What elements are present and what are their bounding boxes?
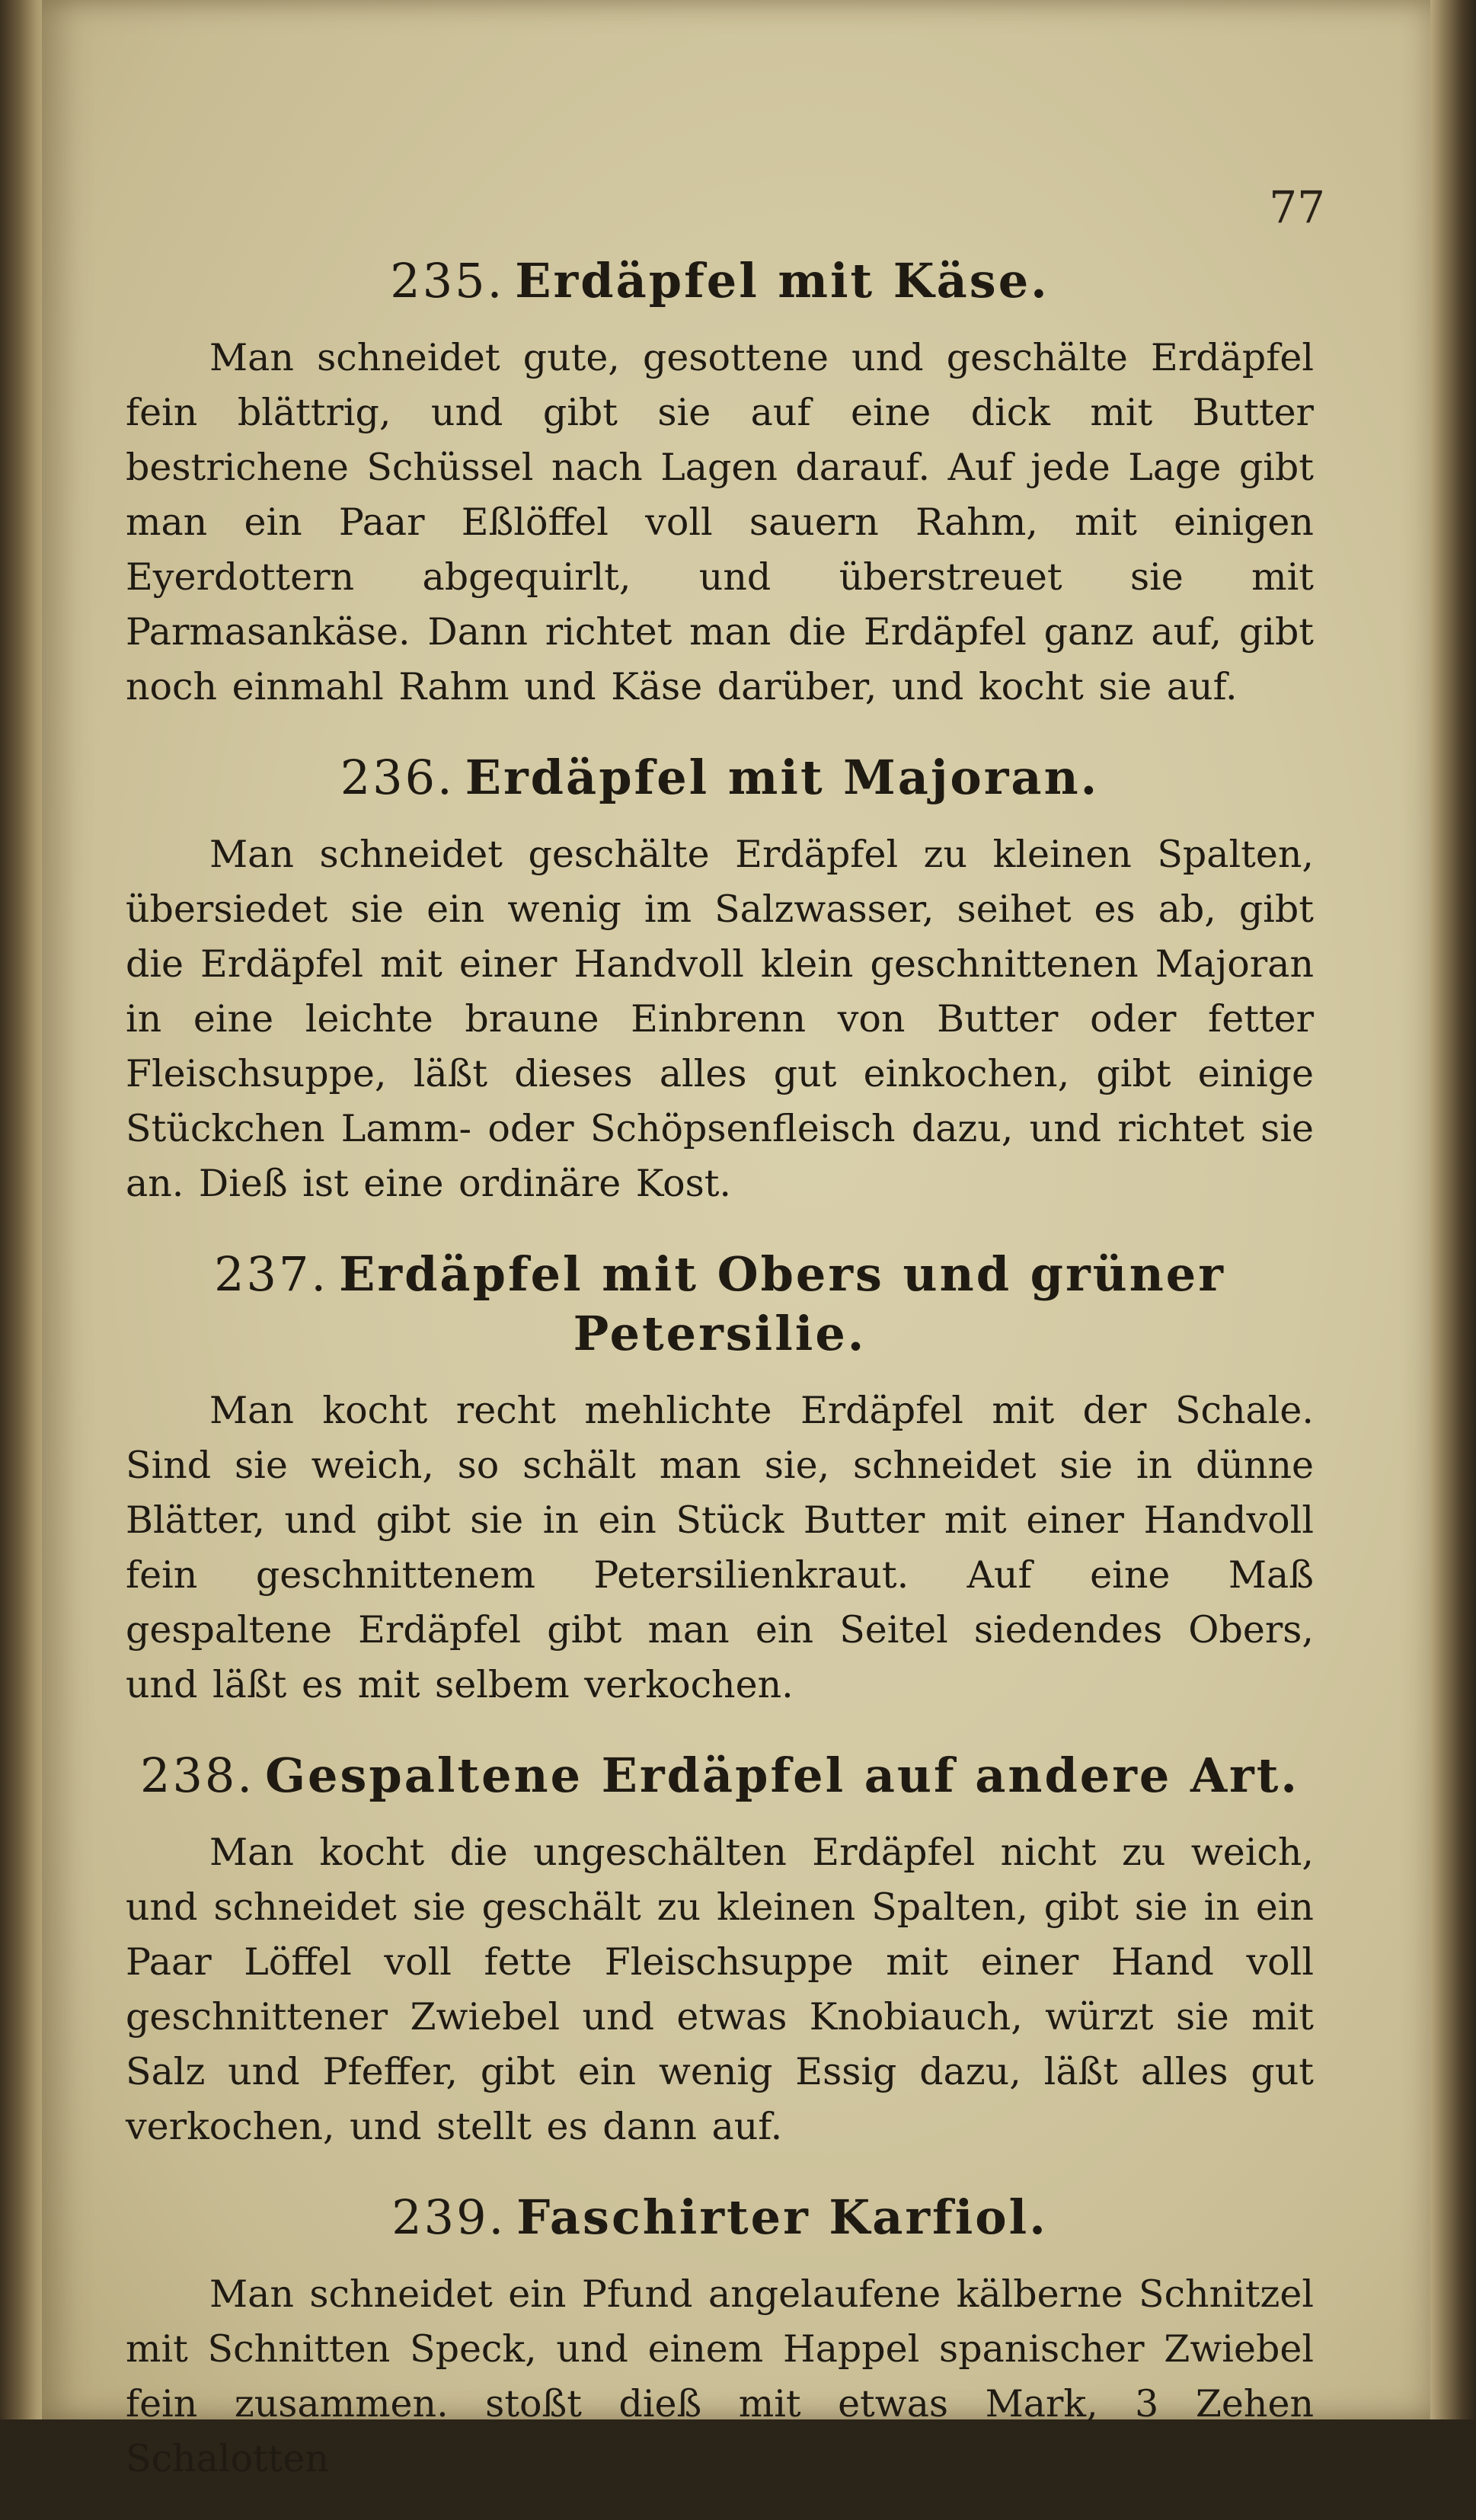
recipe-238 bbox=[126, 1746, 1314, 2154]
recipe-text: Man schneidet gute, gesottene und geschälte Erdäpfel fein blättrig, und gibt sie auf eine dick mit Butter bestrichene Schüssel nach Lagen darauf. Auf jede Lage gibt man ein Paar Eßlöffel voll sauern Rahm, mit einigen Eyerdottern abgequirlt, und überstreuet sie mit Parmasankäse. Dann richtet man die Erdäpfel ganz auf, gibt noch einmahl Rahm und Käse darüber, und kocht sie auf. bbox=[126, 336, 1314, 708]
recipe-text: Man kocht die ungeschälten Erdäpfel nicht zu weich, und schneidet sie geschält zu kleinen Spalten, gibt sie in ein Paar Löffel voll fette Fleischsuppe mit einer Hand voll geschnittener Zwiebel und etwas Knobiauch, würzt sie mit Salz und Pfeffer, gibt ein wenig Essig dazu, läßt alles gut verkochen, und stellt es dann auf. bbox=[126, 1831, 1314, 2148]
recipe-number: 236. bbox=[340, 750, 455, 805]
recipe-title-text: Erdäpfel mit Käse. bbox=[515, 253, 1049, 309]
recipe-235 bbox=[126, 251, 1314, 715]
recipe-number: 237. bbox=[214, 1246, 329, 1302]
recipe-237 bbox=[126, 1245, 1314, 1713]
recipe-text: Man schneidet ein Pfund angelaufene kälberne Schnitzel mit Schnitten Speck, und einem Happel spanischer Zwiebel fein zusammen. stoßt dieß mit etwas Mark, 3 Zehen Schalotten bbox=[126, 2272, 1314, 2480]
recipe-title bbox=[126, 1746, 1314, 1805]
page-text-block bbox=[126, 251, 1314, 2520]
recipe-title bbox=[126, 748, 1314, 807]
recipe-number: 238. bbox=[140, 1748, 255, 1803]
recipe-236 bbox=[126, 748, 1314, 1211]
recipe-239 bbox=[126, 2188, 1314, 2486]
page-number: 77 bbox=[1269, 181, 1325, 233]
recipe-title-text: Erdäpfel mit Obers und grüner Petersilie. bbox=[339, 1246, 1225, 1361]
recipe-number: 239. bbox=[391, 2189, 506, 2245]
recipe-title bbox=[126, 1245, 1314, 1364]
recipe-text: Man schneidet geschälte Erdäpfel zu kleinen Spalten, übersiedet sie ein wenig im Salzwasser, seihet es ab, gibt die Erdäpfel mit einer Handvoll klein geschnittenen Majoran in eine leichte braune Einbrenn von Butter oder fetter Fleischsuppe, läßt dieses alles gut einkochen, gibt einige Stückchen Lamm- oder Schöpsenfleisch dazu, und richtet sie an. Dieß ist eine ordinäre Kost. bbox=[126, 833, 1314, 1205]
recipe-title bbox=[126, 2188, 1314, 2247]
recipe-number: 235. bbox=[390, 253, 505, 309]
recipe-title-text: Erdäpfel mit Majoran. bbox=[465, 750, 1100, 805]
page-stack-edge bbox=[1430, 0, 1476, 2419]
recipe-title bbox=[126, 251, 1314, 311]
recipe-title-text: Faschirter Karfiol. bbox=[516, 2189, 1048, 2245]
recipe-title-text: Gespaltene Erdäpfel auf andere Art. bbox=[265, 1748, 1299, 1803]
book-page bbox=[42, 0, 1439, 2480]
recipe-text: Man kocht recht mehlichte Erdäpfel mit der Schale. Sind sie weich, so schält man sie, schneidet sie in dünne Blätter, und gibt sie in ein Stück Butter mit einer Handvoll fein geschnittenem Petersilienkraut. Auf eine Maß gespaltene Erdäpfel gibt man ein Seitel siedendes Obers, und läßt es mit selbem verkochen. bbox=[126, 1389, 1314, 1706]
